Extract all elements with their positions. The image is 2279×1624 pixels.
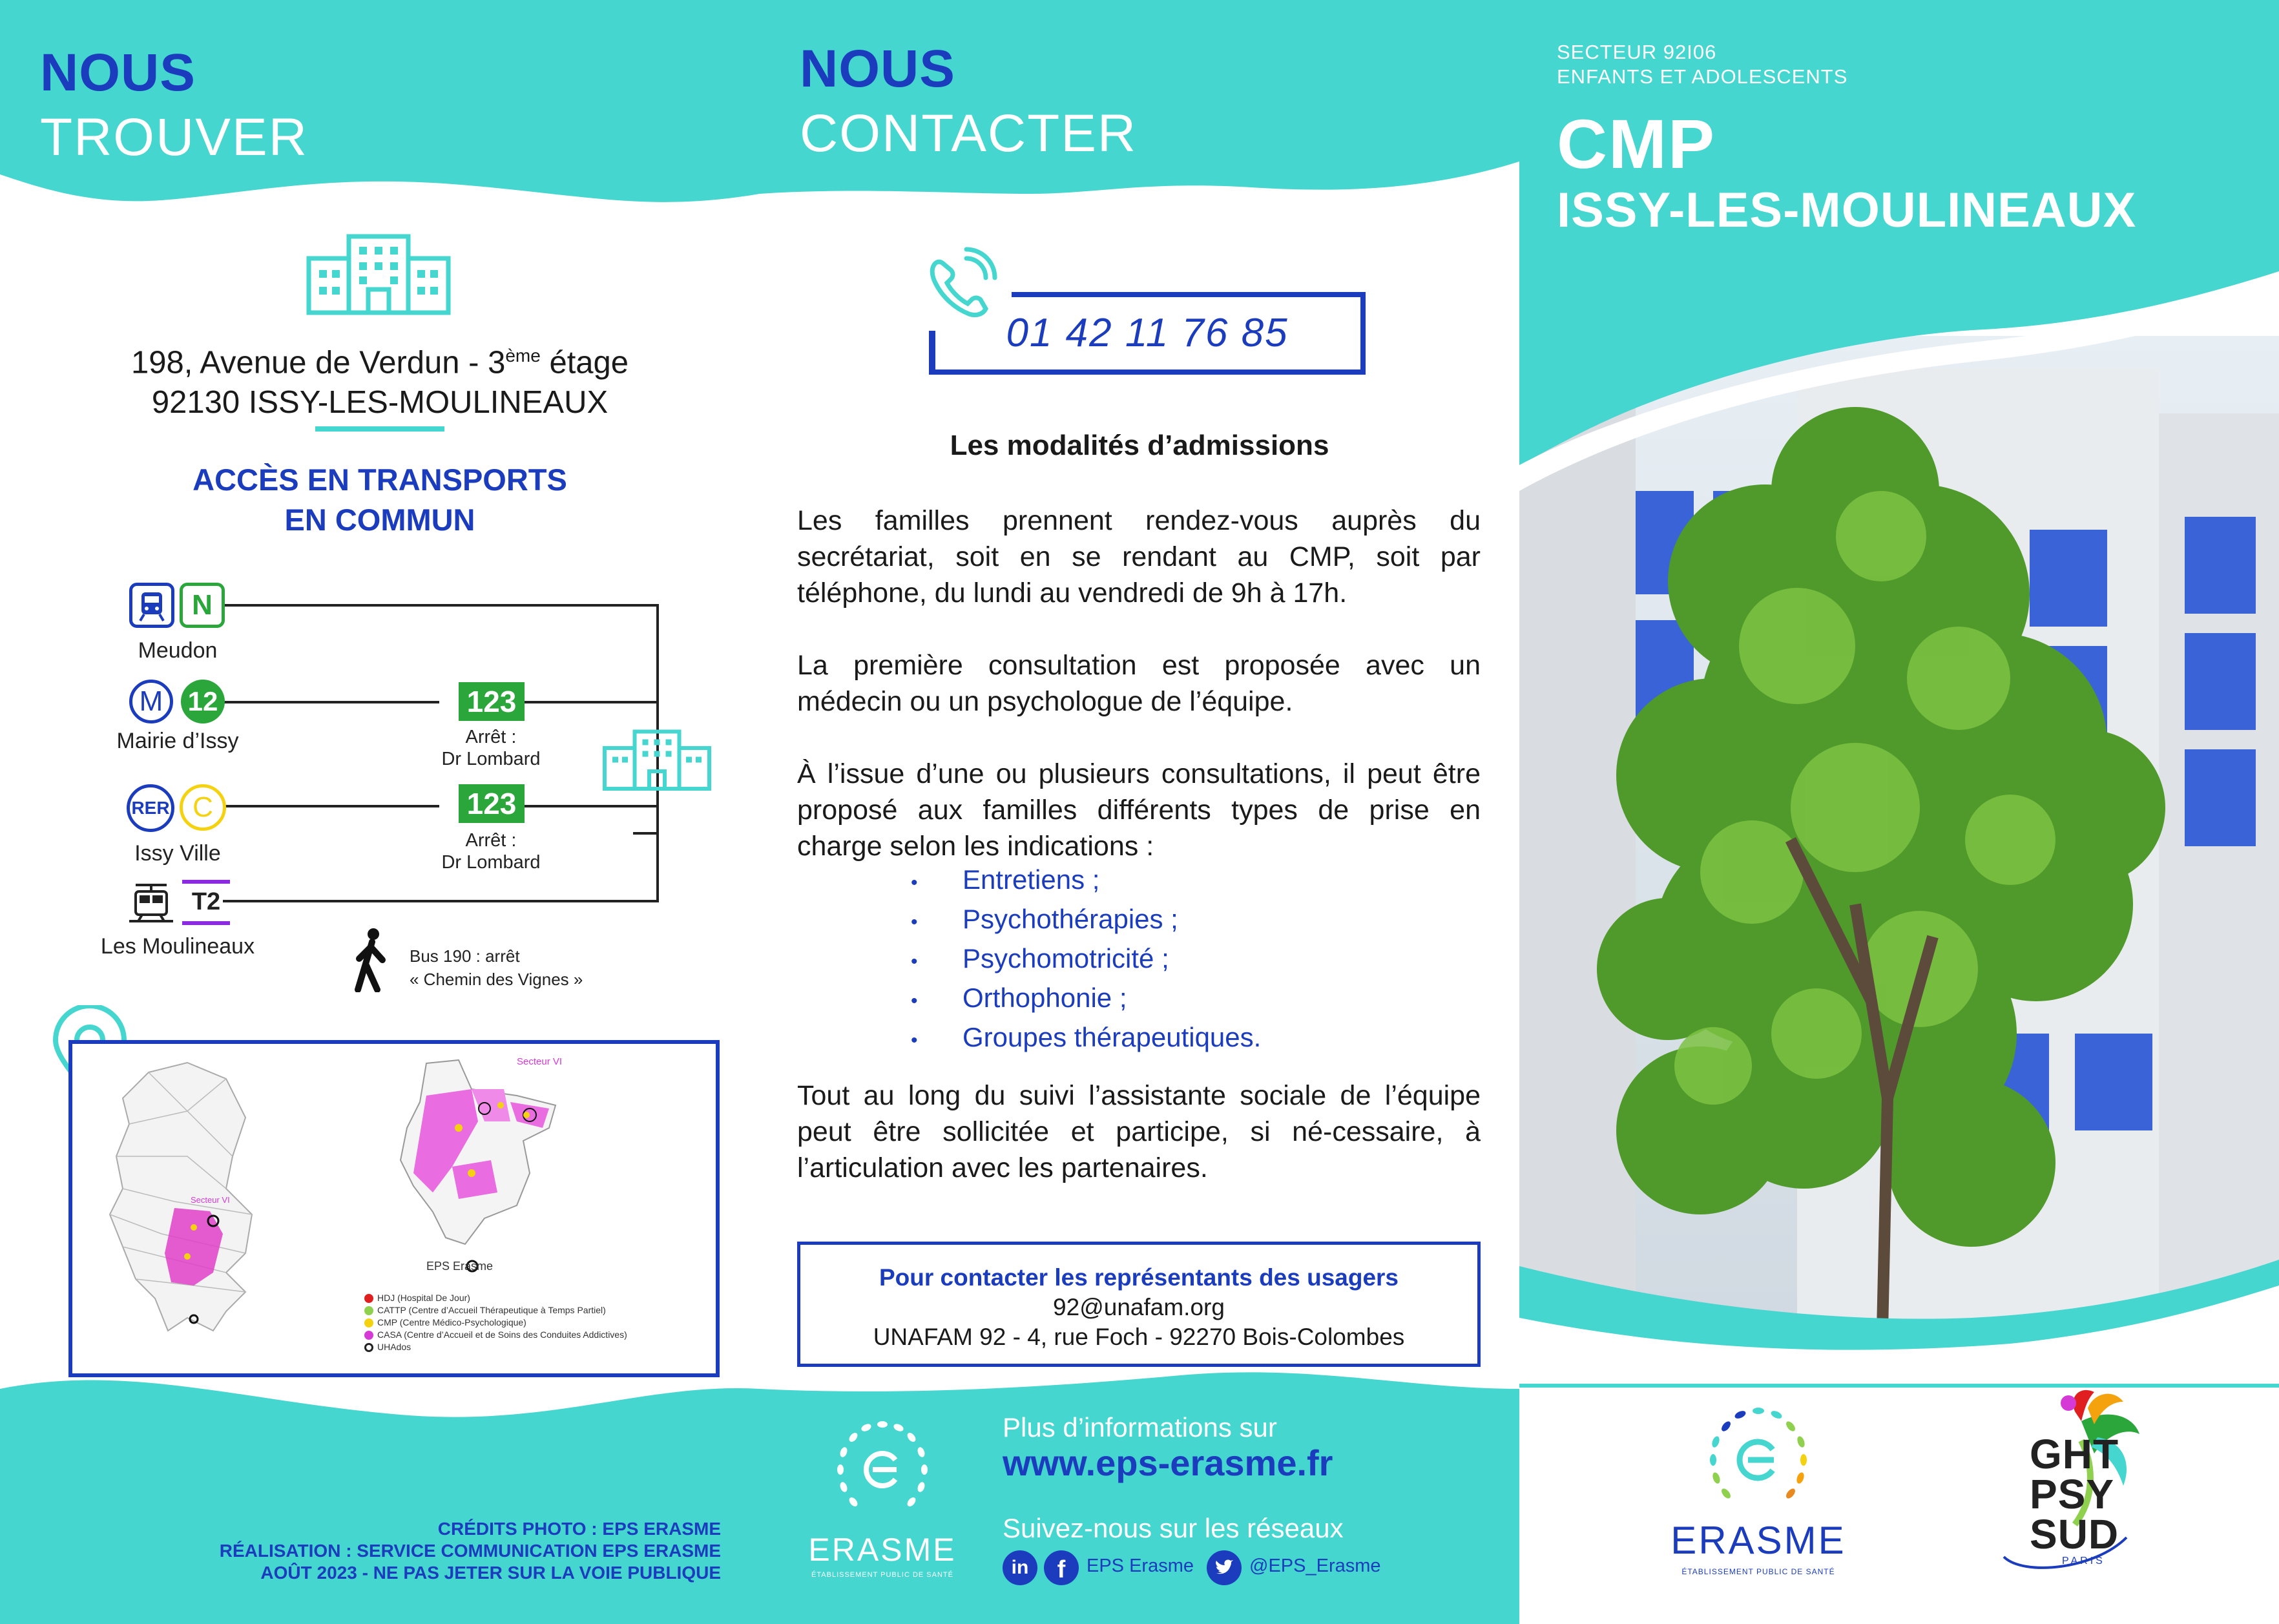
metro-12-icon: 12 bbox=[181, 680, 225, 724]
line-n-icon: N bbox=[180, 583, 225, 628]
line-label-issy-ville: Issy Ville bbox=[134, 841, 221, 866]
bullet-text: Groupes thérapeutiques. bbox=[963, 1022, 1262, 1052]
bullet-text: Psychomotricité ; bbox=[963, 943, 1169, 973]
legend-cmp-label: CMP (Centre Médico-Psychologique) bbox=[377, 1317, 526, 1327]
credits-line1: CRÉDITS PHOTO : EPS ERASME bbox=[437, 1519, 721, 1539]
bus-stop-1 bbox=[413, 726, 568, 770]
address-line1: 198, Avenue de Verdun - 3 bbox=[130, 345, 506, 380]
erasme-logo-icon bbox=[1694, 1402, 1823, 1518]
cover-title-cmp: CMP bbox=[1557, 105, 1716, 183]
line-label-mairie: Mairie d’Issy bbox=[116, 729, 239, 753]
bullet-dot: • bbox=[911, 990, 918, 1012]
map-legend bbox=[364, 1292, 700, 1353]
linkedin-icon[interactable]: in bbox=[1003, 1550, 1037, 1585]
bus-stop-2-line1: Arrêt : bbox=[465, 830, 517, 851]
legend-dot bbox=[364, 1318, 373, 1327]
legend-cmp bbox=[364, 1317, 700, 1329]
sector-map bbox=[388, 1050, 607, 1289]
para-1: Les familles prennent rendez-vous auprès du secrétariat, soit en se rendant au CMP, soit par téléphone, du lundi au vendredi de 9h à 17h. bbox=[797, 505, 1481, 609]
legend-cattp-label: CATTP (Centre d’Accueil Thérapeutique à Temps Partiel) bbox=[377, 1305, 606, 1315]
eps-label: EPS Erasme bbox=[426, 1260, 494, 1273]
bullet-item bbox=[911, 862, 1428, 901]
rer-c-icon: C bbox=[180, 784, 226, 831]
bullet-dot: • bbox=[911, 951, 918, 972]
contact-box-email[interactable]: 92@unafam.org bbox=[1053, 1294, 1225, 1320]
sector-line2: ENFANTS ET ADOLESCENTS bbox=[1557, 65, 1848, 88]
bus-stop-1-line2: Dr Lombard bbox=[441, 749, 541, 769]
legend-hdj-label: HDJ (Hospital De Jour) bbox=[377, 1293, 470, 1303]
cover-title-city: ISSY-LES-MOULINEAUX bbox=[1557, 183, 2137, 238]
panel-nous-contacter bbox=[760, 0, 1519, 1624]
walk-line2: « Chemin des Vignes » bbox=[410, 970, 583, 989]
erasme-logo-name: ERASME bbox=[1670, 1519, 1846, 1562]
facebook-icon[interactable]: f bbox=[1044, 1550, 1079, 1585]
metro-icon: M bbox=[129, 680, 173, 724]
address bbox=[39, 336, 721, 422]
bullet-text: Orthophonie ; bbox=[963, 983, 1127, 1013]
ght-line1: GHT bbox=[2030, 1431, 2119, 1477]
bullet-item bbox=[911, 980, 1428, 1019]
transport-title-2: EN COMMUN bbox=[284, 503, 475, 537]
address-line1-end: étage bbox=[540, 345, 629, 380]
walk-text bbox=[410, 944, 583, 991]
contact-box-address: UNAFAM 92 - 4, rue Foch - 92270 Bois-Colombes bbox=[873, 1324, 1405, 1350]
title-light: CONTACTER bbox=[800, 104, 1138, 163]
walk-line1: Bus 190 : arrêt bbox=[410, 946, 520, 966]
tram-icon bbox=[127, 882, 176, 928]
legend-dot bbox=[364, 1331, 373, 1340]
legend-dot bbox=[364, 1306, 373, 1315]
walking-person-icon bbox=[346, 928, 394, 992]
more-info: Plus d’informations sur bbox=[1003, 1412, 1277, 1442]
credits-line2: RÉALISATION : SERVICE COMMUNICATION EPS ERASME bbox=[219, 1541, 721, 1561]
bus-stop-1-line1: Arrêt : bbox=[465, 727, 517, 747]
ght-line2: PSY bbox=[2030, 1471, 2115, 1517]
twitter-icon[interactable] bbox=[1207, 1550, 1242, 1585]
bullet-dot: • bbox=[911, 911, 918, 933]
para-4: Tout au long du suivi l’assistante sociale de l’équipe peut être sollicitée et participe, si né-cessaire, à l’articulation avec les partenaires. bbox=[797, 1080, 1481, 1183]
social-facebook-handle[interactable]: EPS Erasme bbox=[1087, 1556, 1194, 1576]
credits bbox=[220, 1518, 721, 1584]
line-label-moulineaux: Les Moulineaux bbox=[100, 934, 255, 959]
erasme-laurel-icon bbox=[824, 1415, 941, 1525]
bullet-dot: • bbox=[911, 1030, 918, 1051]
logo-name: ERASME bbox=[808, 1532, 957, 1568]
ght-line3: SUD bbox=[2030, 1511, 2119, 1557]
sector-line1: SECTEUR 92I06 bbox=[1557, 41, 1717, 63]
address-line2: 92130 ISSY-LES-MOULINEAUX bbox=[151, 385, 609, 421]
logo-sub: ÉTABLISSEMENT PUBLIC DE SANTÉ bbox=[811, 1571, 953, 1579]
phone-box-left bbox=[929, 331, 935, 375]
legend-hdj bbox=[364, 1292, 700, 1304]
transport-title-1: ACCÈS EN TRANSPORTS bbox=[193, 463, 567, 497]
legend-cattp bbox=[364, 1304, 700, 1317]
credits-line3: AOÛT 2023 - NE PAS JETER SUR LA VOIE PUBLIQUE bbox=[260, 1563, 721, 1583]
rer-icon: RER bbox=[127, 784, 174, 832]
bullet-item bbox=[911, 901, 1428, 941]
legend-uhados bbox=[364, 1341, 700, 1353]
ght-paris: PARIS bbox=[2062, 1556, 2105, 1567]
legend-casa bbox=[364, 1329, 700, 1341]
title-bold: NOUS bbox=[40, 43, 196, 102]
bullet-text: Entretiens ; bbox=[963, 864, 1100, 895]
bullet-text: Psychothérapies ; bbox=[963, 904, 1178, 934]
small-map-sector: Secteur VI bbox=[191, 1195, 230, 1205]
bullet-item bbox=[911, 1019, 1428, 1059]
panel-cover bbox=[1519, 0, 2279, 1624]
phone-number[interactable]: 01 42 11 76 85 bbox=[1006, 311, 1289, 355]
legend-casa-label: CASA (Centre d’Accueil et de Soins des Conduites Addictives) bbox=[377, 1329, 627, 1340]
bus-stop-2 bbox=[407, 829, 575, 873]
building-small-icon bbox=[601, 727, 713, 792]
bullet-list bbox=[911, 862, 1428, 1059]
bus-badge-2: 123 bbox=[459, 784, 525, 823]
legend-dot bbox=[364, 1294, 373, 1303]
line-label-meudon: Meudon bbox=[138, 638, 218, 663]
panel-nous-trouver bbox=[0, 0, 760, 1624]
follow-text: Suivez-nous sur les réseaux bbox=[1003, 1513, 1344, 1543]
contact-box-title: Pour contacter les représentants des usagers bbox=[879, 1264, 1399, 1291]
ght-text bbox=[2030, 1431, 2119, 1557]
sector-text bbox=[1557, 40, 1847, 89]
para-2: La première consultation est proposée avec un médecin ou un psychologue de l’équipe. bbox=[797, 650, 1481, 717]
social-twitter-handle[interactable]: @EPS_Erasme bbox=[1249, 1556, 1381, 1576]
bullet-item bbox=[911, 941, 1428, 980]
bullet-dot: • bbox=[911, 872, 918, 893]
para-3: À l’issue d’une ou plusieurs consultations, il peut être proposé aux familles différents types de prise en charge selon les indications : bbox=[797, 758, 1481, 862]
address-sup: ème bbox=[505, 346, 541, 366]
admissions-title: Les modalités d’admissions bbox=[950, 430, 1329, 461]
title-bold: NOUS bbox=[800, 39, 955, 98]
erasme-logo-sub: ÉTABLISSEMENT PUBLIC DE SANTÉ bbox=[1681, 1567, 1835, 1576]
transport-title bbox=[65, 460, 695, 540]
sector-label: Secteur VI bbox=[517, 1056, 563, 1067]
legend-dot bbox=[364, 1343, 373, 1352]
building-icon bbox=[304, 233, 453, 315]
website-link[interactable]: www.eps-erasme.fr bbox=[1003, 1442, 1333, 1483]
bus-badge-1: 123 bbox=[459, 682, 525, 721]
legend-uhados-label: UHAdos bbox=[377, 1342, 411, 1352]
train-icon bbox=[129, 583, 174, 628]
divider bbox=[315, 426, 444, 432]
phone-box-top bbox=[1012, 292, 1366, 297]
panel-right-background bbox=[1519, 0, 2279, 1624]
contact-box bbox=[797, 1242, 1481, 1367]
title-light: TROUVER bbox=[40, 108, 308, 167]
bus-stop-2-line2: Dr Lombard bbox=[441, 852, 541, 873]
departement-map bbox=[97, 1059, 291, 1350]
tram-t2-icon: T2 bbox=[182, 880, 230, 925]
